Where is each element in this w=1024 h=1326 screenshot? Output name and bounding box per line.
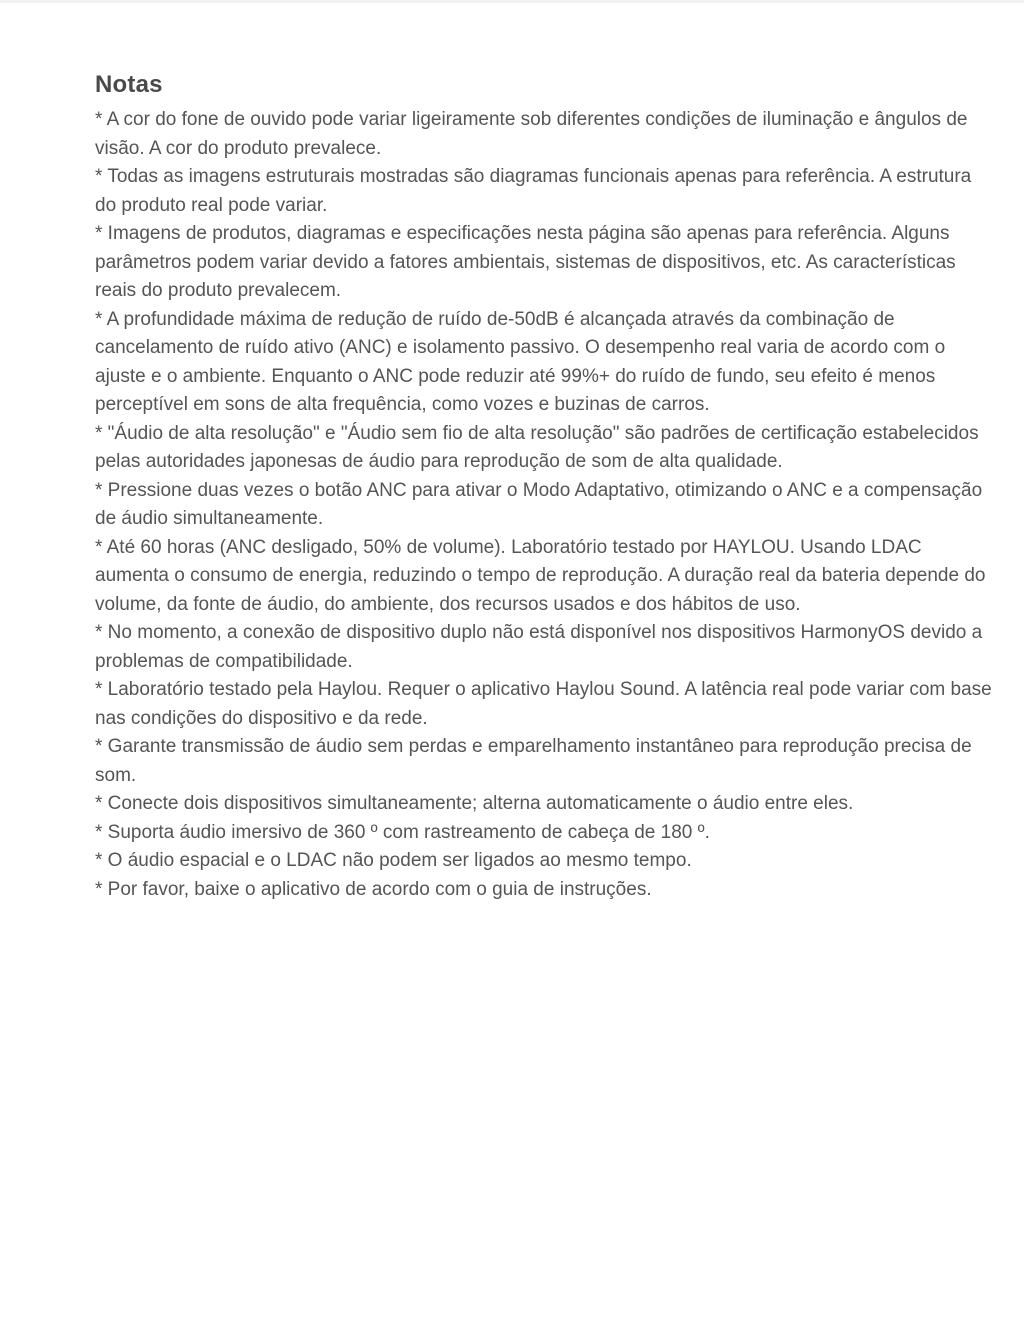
notes-list [95,106,995,904]
note-item: * A profundidade máxima de redução de ruído de-50dB é alcançada através da combinação de cancelamento de ruído ativo (ANC) e isolamento passivo. O desempenho real varia de acordo com o ajuste e o ambiente. Enquanto o ANC pode reduzir até 99%+ do ruído de fundo, seu efeito é menos perceptível em sons de alta frequência, como vozes e buzinas de carros. [95,308,946,415]
note-item: * Pressione duas vezes o botão ANC para ativar o Modo Adaptativo, otimizando o ANC e a compensação de áudio simultaneamente. [95,479,983,529]
note-item: * "Áudio de alta resolução" e "Áudio sem fio de alta resolução" são padrões de certificação estabelecidos pelas autoridades japonesas de áudio para reprodução de som de alta qualidade. [95,422,979,472]
note-item: * Conecte dois dispositivos simultaneamente; alterna automaticamente o áudio entre eles. [95,793,854,814]
note-item: * No momento, a conexão de dispositivo duplo não está disponível nos dispositivos HarmonyOS devido a problemas de compatibilidade. [95,622,983,672]
note-item: * O áudio espacial e o LDAC não podem ser ligados ao mesmo tempo. [95,850,692,871]
notes-section [95,68,995,904]
note-item: * Imagens de produtos, diagramas e especificações nesta página são apenas para referência. Alguns parâmetros podem variar devido a fatores ambientais, sistemas de dispositivos, etc. As características reais do produto prevalecem. [95,223,956,301]
note-item: * Até 60 horas (ANC desligado, 50% de volume). Laboratório testado por HAYLOU. Usando LDAC aumenta o consumo de energia, reduzindo o tempo de reprodução. A duração real da bateria depende do volume, da fonte de áudio, do ambiente, dos recursos usados e dos hábitos de uso. [95,536,986,615]
top-divider [0,0,1024,3]
note-item: * Laboratório testado pela Haylou. Requer o aplicativo Haylou Sound. A latência real pode variar com base nas condições do dispositivo e da rede. [95,679,992,729]
notes-title: Notas [95,71,163,98]
note-item: * Todas as imagens estruturais mostradas são diagramas funcionais apenas para referência. A estrutura do produto real pode variar. [95,166,972,216]
note-item: * Por favor, baixe o aplicativo de acordo com o guia de instruções. [95,878,652,900]
note-item: * Suporta áudio imersivo de 360 º com rastreamento de cabeça de 180 º. [95,821,710,843]
note-item: * A cor do fone de ouvido pode variar ligeiramente sob diferentes condições de iluminação e ângulos de visão. A cor do produto prevalece. [95,109,968,159]
note-item: * Garante transmissão de áudio sem perdas e emparelhamento instantâneo para reprodução precisa de som. [95,736,972,786]
